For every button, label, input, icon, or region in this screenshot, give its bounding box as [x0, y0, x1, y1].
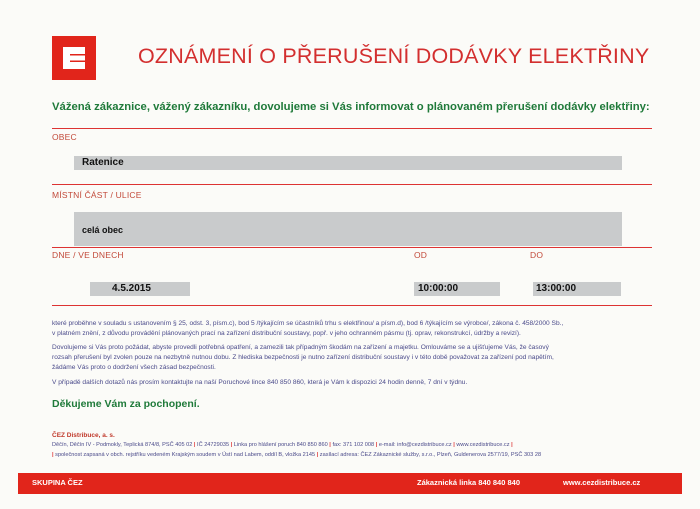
- company-address-line-2: [52, 452, 541, 458]
- registration-text: společnost zapsaná v obch. rejstříku vedeném Krajským soudem v Ústí nad Labem, oddíl B, vložka 2145: [55, 452, 316, 458]
- cast-value: celá obec: [82, 225, 124, 235]
- divider: [52, 128, 652, 129]
- obec-value: Ratenice: [82, 157, 124, 168]
- paragraph-2-line-2: rozsah přerušení byl zvolen pouze na nezbytně nutnou dobu. Z hlediska bezpečnosti je nutno zařízení distribuční soustavy i v této době považovat za zařízení pod napětím,: [52, 354, 554, 361]
- email-link[interactable]: e-mail: info@cezdistribuce.cz: [378, 442, 452, 448]
- obec-shade: [74, 156, 622, 170]
- fax: fax: 371 102 008: [332, 442, 375, 448]
- obec-label: OBEC: [52, 132, 77, 142]
- fault-hotline: Linka pro hlášení poruch 840 850 860: [233, 442, 328, 448]
- company-name: ČEZ Distribuce, a. s.: [52, 432, 115, 439]
- company-address-line-1: [52, 442, 513, 448]
- mailing-address: zasílací adresa: ČEZ Zákaznické služby, s.r.o., Plzeň, Guldenerova 2577/19, PSČ 303 28: [319, 452, 542, 458]
- paragraph-1-line-1: které proběhne v souladu s ustanovením § 25, odst. 3, písm.c), bod 5 /týkajícím se účastníků trhu s elektřinou/ a písm.d), bod 6 /týkajícím se výrobce/, zákona č. 458/2000 Sb.,: [52, 320, 564, 327]
- customer-hotline: Zákaznická linka 840 840 840: [417, 478, 520, 487]
- divider: [52, 184, 652, 185]
- cast-shade: [74, 212, 622, 246]
- separator: |: [52, 452, 54, 458]
- paragraph-1-line-2: v platném znění, z důvodu provádění plánovaných prací na zařízení distribuční soustavy, popř. v jeho ochranném pásmu (tj. oprav, rekonstrukcí, údržby a revizí).: [52, 330, 521, 337]
- company-id: IČ 24729035: [197, 442, 230, 448]
- separator: |: [511, 442, 513, 448]
- greeting-text: Vážená zákaznice, vážený zákazníku, dovolujeme si Vás informovat o plánovaném přerušení dodávky elektřiny:: [52, 101, 650, 113]
- date-label: DNE / VE DNECH: [52, 250, 124, 260]
- separator: |: [375, 442, 378, 448]
- cez-logo: [52, 36, 96, 80]
- group-label: SKUPINA ČEZ: [32, 478, 83, 487]
- separator: |: [193, 442, 196, 448]
- date-value: 4.5.2015: [112, 283, 151, 294]
- separator: |: [453, 442, 455, 448]
- paragraph-3-line-1: V případě dalších dotazů nás prosím kontaktujte na naší Poruchové lince 840 850 860, která je Vám k dispozici 24 hodin denně, 7 dní v týdnu.: [52, 379, 468, 386]
- paragraph-2-line-3: žádáme Vás proto o dodržení všech zásad bezpečnosti.: [52, 364, 216, 371]
- do-value: 13:00:00: [536, 283, 577, 294]
- web-link[interactable]: www.cezdistribuce.cz: [456, 442, 510, 448]
- footer-bar: [18, 473, 682, 494]
- address-text: Děčín, Děčín IV - Podmokly, Teplická 874/8, PSČ 405 02: [52, 442, 193, 448]
- od-value: 10:00:00: [418, 283, 459, 294]
- separator: |: [316, 452, 319, 458]
- page-title: OZNÁMENÍ O PŘERUŠENÍ DODÁVKY ELEKTŘINY: [138, 44, 650, 68]
- separator: |: [329, 442, 331, 448]
- divider: [52, 305, 652, 306]
- divider: [52, 247, 652, 248]
- separator: |: [230, 442, 233, 448]
- od-label: OD: [414, 250, 428, 260]
- do-label: DO: [530, 250, 544, 260]
- cast-label: MÍSTNÍ ČÁST / ULICE: [52, 190, 142, 200]
- footer-web-link[interactable]: www.cezdistribuce.cz: [563, 478, 641, 487]
- paragraph-2-line-1: Dovolujeme si Vás proto požádat, abyste provedli potřebná opatření, a zamezili tak případným škodám na zařízení a majetku. Omlouváme se a ujišťujeme Vás, že časový: [52, 344, 549, 351]
- thanks-text: Děkujeme Vám za pochopení.: [52, 398, 200, 410]
